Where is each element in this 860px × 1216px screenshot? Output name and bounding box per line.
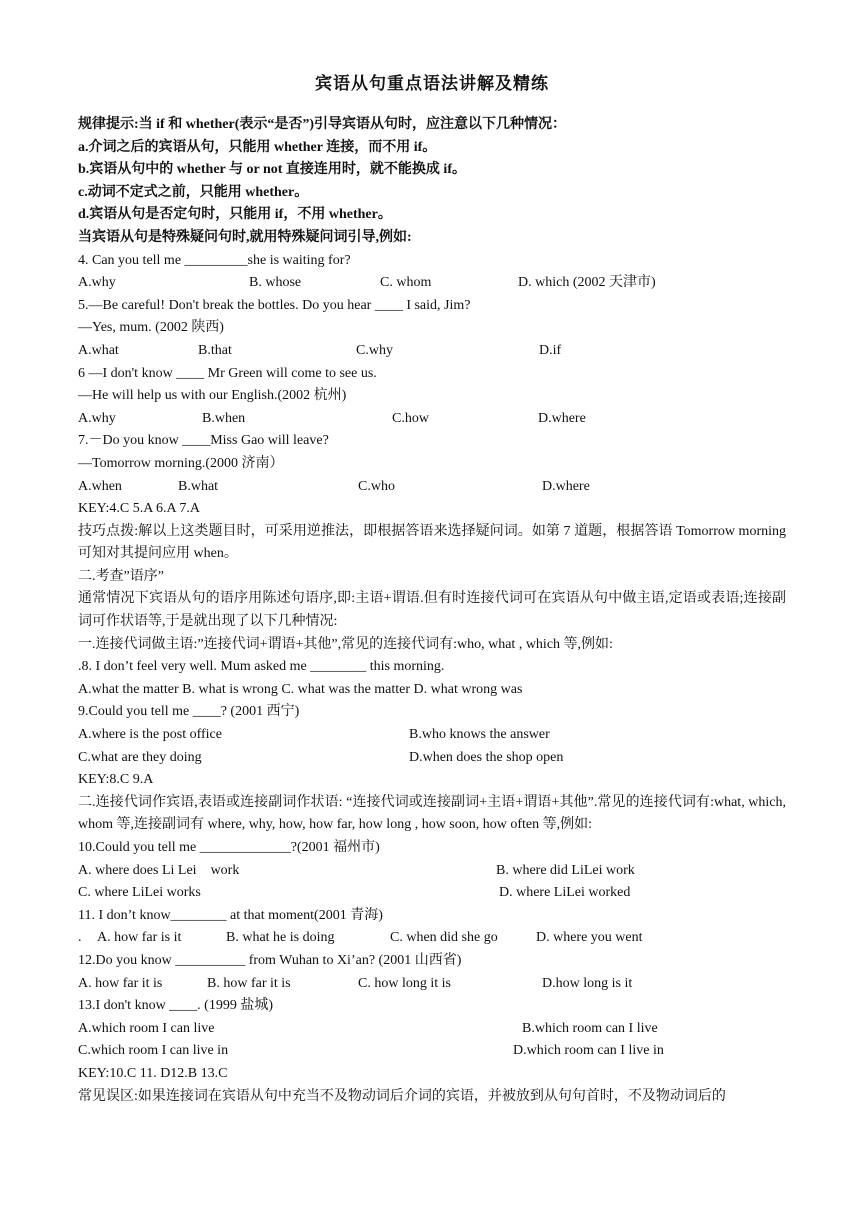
question-7-reply: —Tomorrow morning.(2000 济南） — [78, 455, 284, 471]
document-title: 宾语从句重点语法讲解及精练 — [315, 74, 549, 93]
question-9-options-row-2 — [78, 747, 786, 770]
question-7-options — [78, 476, 786, 499]
option-a: A. where does Li Lei work — [78, 862, 240, 878]
option-c: C. when did she go — [390, 930, 498, 946]
option-a: A.why — [78, 275, 116, 291]
option-d: D. where LiLei worked — [499, 885, 631, 901]
question-10-options-row-1 — [78, 860, 786, 883]
option-d: D.when does the shop open — [409, 749, 564, 765]
option-c: C.who — [358, 478, 395, 494]
option-b: B.who knows the answer — [409, 727, 550, 743]
document-page — [78, 74, 786, 1108]
option-c: C.which room I can live in — [78, 1043, 229, 1059]
rule-c: c.动词不定式之前，只能用 whether。 — [78, 184, 309, 200]
option-b: B.which room can I live — [522, 1020, 658, 1036]
question-11-options — [78, 927, 786, 950]
question-13-stem: 13.I don't know ____. (1999 盐城) — [78, 998, 274, 1014]
option-c: C.why — [356, 342, 393, 358]
option-d: D. where you went — [536, 930, 643, 946]
answer-key-3: KEY:10.C 11. D12.B 13.C — [78, 1065, 228, 1081]
rules-header: 规律提示:当 if 和 whether(表示“是否”)引导宾语从句时，应注意以下几种情况： — [78, 117, 567, 132]
question-10-stem: 10.Could you tell me _____________?(2001 福州市) — [78, 840, 380, 855]
option-b: B. how far it is — [207, 975, 291, 991]
option-d: D.if — [539, 342, 562, 358]
question-6-options — [78, 408, 786, 431]
section-2-intro: 通常情况下宾语从句的语序用陈述句语序,即:主语+谓语.但有时连接代词可在宾语从句中做主语,定语或表语;连接副词可作状语等,于是就出现了以下几种情况: — [78, 591, 786, 630]
question-7-stem: 7.－Do you know ____Miss Gao will leave? — [78, 433, 329, 449]
option-a: A. how far it is — [78, 975, 163, 991]
question-10-options-row-2 — [78, 882, 786, 905]
question-4-stem: 4. Can you tell me _________she is waiting for? — [78, 252, 351, 268]
option-a: A.why — [78, 410, 116, 426]
option-a: A.which room I can live — [78, 1020, 215, 1036]
answer-key-2: KEY:8.C 9.A — [78, 772, 154, 788]
question-13-options-row-1 — [78, 1018, 786, 1041]
rule-a: a.介词之后的宾语从句，只能用 whether 连接，而不用 if。 — [78, 139, 437, 155]
rule-special: 当宾语从句是特殊疑问句时,就用特殊疑问词引导,例如: — [78, 229, 412, 245]
option-b: B.what — [178, 478, 219, 494]
question-12-options — [78, 973, 786, 996]
option-c: C.how — [392, 410, 429, 426]
option-a: A. how far is it — [97, 930, 182, 946]
answer-key-1: KEY:4.C 5.A 6.A 7.A — [78, 501, 201, 517]
question-4-options — [78, 272, 786, 295]
question-6-reply: —He will help us with our English.(2002 杭州) — [78, 388, 347, 404]
option-c: C. how long it is — [358, 975, 451, 991]
option-d: D.how long is it — [542, 975, 633, 991]
case-1-heading: 一.连接代词做主语:”连接代词+谓语+其他”,常见的连接代词有:who, what , which 等,例如: — [78, 636, 613, 652]
option-d: D.where — [538, 410, 586, 426]
common-mistake-paragraph: 常见误区:如果连接词在宾语从句中充当不及物动词后介词的宾语，并被放到从句句首时，不及物动词后的 — [78, 1088, 726, 1104]
question-5-options — [78, 340, 786, 363]
option-a: A.when — [78, 478, 122, 494]
section-2-heading: 二.考查”语序” — [78, 568, 164, 584]
option-c: C. where LiLei works — [78, 885, 201, 901]
case-2-paragraph: 二.连接代词作宾语,表语或连接副词作状语: “连接代词或连接副词+主语+谓语+其他”.常见的连接代词有:what, which, whom 等,连接副词有 where, why, how, how far, how long , how soon, how often 等,例如: — [78, 794, 786, 833]
rule-d: d.宾语从句是否定句时，只能用 if，不用 whether。 — [78, 207, 392, 223]
question-6-stem: 6 —I don't know ____ Mr Green will come to see us. — [78, 365, 377, 381]
question-12-stem: 12.Do you know __________ from Wuhan to Xi’an? (2001 山西省) — [78, 952, 462, 968]
option-lead-dot: . — [78, 930, 82, 946]
option-a: A.where is the post office — [78, 727, 222, 743]
option-c: C. whom — [380, 275, 432, 291]
option-b: B. what he is doing — [226, 930, 335, 946]
option-b: B. whose — [249, 275, 302, 291]
question-8-stem: .8. I don’t feel very well. Mum asked me ________ this morning. — [78, 659, 445, 675]
option-a: A.what — [78, 342, 119, 358]
question-11-stem: 11. I don’t know________ at that moment(2001 青海) — [78, 907, 383, 923]
question-9-options-row-1 — [78, 724, 786, 747]
option-b: B. where did LiLei work — [496, 862, 635, 878]
question-5-stem: 5.—Be careful! Don't break the bottles. Do you hear ____ I said, Jim? — [78, 297, 471, 313]
option-c: C.what are they doing — [78, 749, 202, 765]
option-b: B.when — [202, 410, 246, 426]
question-13-options-row-2 — [78, 1040, 786, 1063]
rule-b: b.宾语从句中的 whether 与 or not 直接连用时，就不能换成 if。 — [78, 162, 466, 178]
question-9-stem: 9.Could you tell me ____? (2001 西宁) — [78, 704, 300, 720]
tip-paragraph: 技巧点拨:解以上这类题目时，可采用逆推法，即根据答语来选择疑问词。如第 7 道题，根据答语 Tomorrow morning 可知对其提问应用 when。 — [78, 523, 786, 562]
option-b: B.that — [198, 342, 232, 358]
option-d: D.which room can I live in — [513, 1043, 664, 1059]
option-d: D.where — [542, 478, 590, 494]
option-d: D. which (2002 天津市) — [518, 275, 656, 291]
question-8-options: A.what the matter B. what is wrong C. what was the matter D. what wrong was — [78, 681, 523, 697]
question-5-reply: —Yes, mum. (2002 陕西) — [78, 320, 224, 336]
